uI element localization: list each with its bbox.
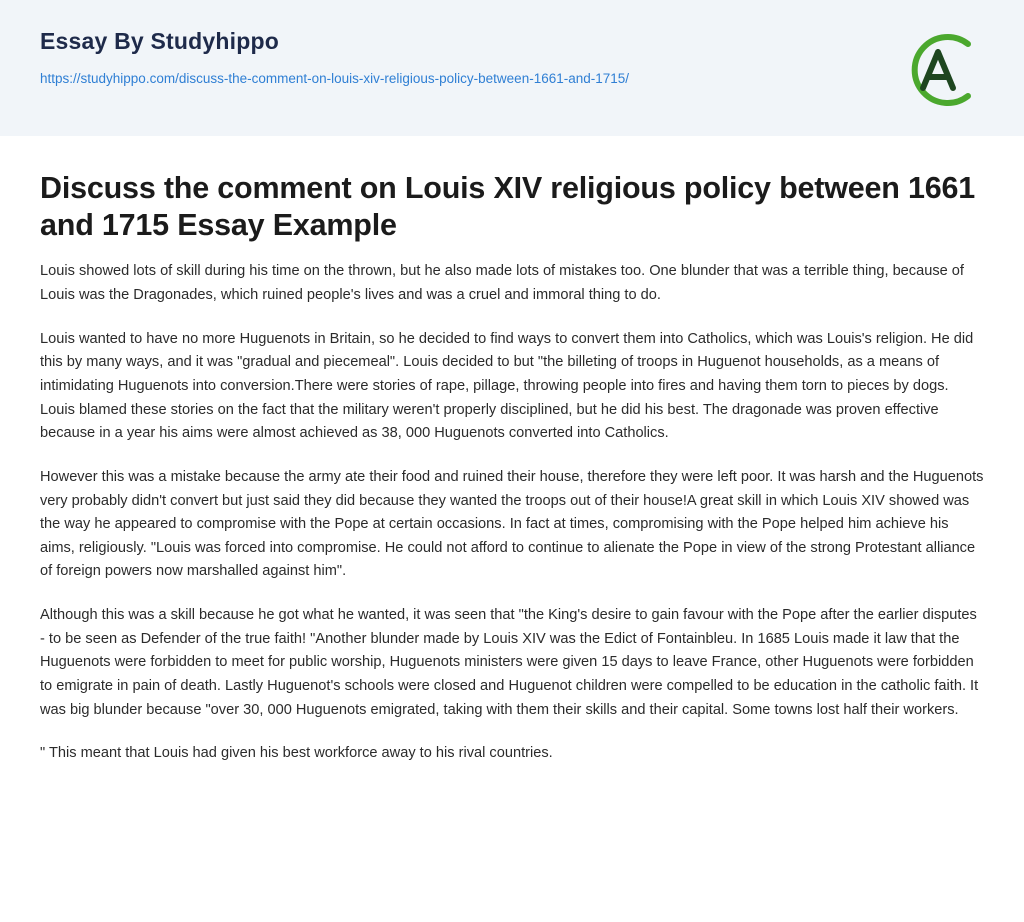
body-paragraph: Louis wanted to have no more Huguenots in Britain, so he decided to find ways to convert them into Catholics, which was Louis's religion. He did this by many ways, and it was "gradual and piecemeal". Louis decided to but "the billeting of troops in Huguenot households, as a means of intimidating Huguenots into conversion.There were stories of rape, pillage, throwing people into fires and having them torn to pieces by dogs. Louis blamed these stories on the fact that the military weren't properly disciplined, but he did his best. The dragonade was proven effective because in a year his aims were almost achieved as 38, 000 Huguenots converted into Catholics. <box>40 330 974 442</box>
body-paragraph: " This meant that Louis had given his best workforce away to his rival countries. <box>40 745 553 762</box>
page-header <box>0 0 1024 136</box>
site-brand-title: Essay By Studyhippo <box>40 28 279 54</box>
body-paragraph: However this was a mistake because the army ate their food and ruined their house, therefore they were left poor. It was harsh and the Huguenots very probably didn't convert but just said they did because they wanted the troops out of their house!A great skill in which Louis XIV showed was the way he appeared to compromise with the Pope at certain occasions. In fact at times, compromising with the Pope helped him achieve his aims, religiously. "Louis was forced into compromise. He could not afford to continue to alienate the Pope in view of the strong Protestant alliance of foreign powers now marshalled against him". <box>40 468 984 580</box>
page-title: Discuss the comment on Louis XIV religious policy between 1661 and 1715 Essay Example <box>40 171 976 243</box>
document-body <box>0 136 1024 766</box>
studyhippo-a-logo-icon <box>898 30 978 110</box>
body-paragraph: Louis showed lots of skill during his time on the thrown, but he also made lots of mistakes too. One blunder that was a terrible thing, because of Louis was the Dragonades, which ruined people's lives and was a cruel and immoral thing to do. <box>40 263 964 304</box>
source-url-link[interactable]: https://studyhippo.com/discuss-the-comment-on-louis-xiv-religious-policy-between-1661-and-1715/ <box>40 71 630 86</box>
body-paragraph: Although this was a skill because he got what he wanted, it was seen that "the King's desire to gain favour with the Pope after the earlier disputes - to be seen as Defender of the true faith! "Another blunder made by Louis XIV was the Edict of Fontainbleu. In 1685 Louis made it law that the Huguenots were forbidden to meet for public worship, Huguenots ministers were given 15 days to leave France, other Huguenots were forbidden to emigrate in pain of death. Lastly Huguenot's schools were closed and Huguenot children were compelled to be education in the catholic faith. It was big blunder because "over 30, 000 Huguenots emigrated, taking with them their skills and their capital. Some towns lost half their workers. <box>40 607 979 718</box>
